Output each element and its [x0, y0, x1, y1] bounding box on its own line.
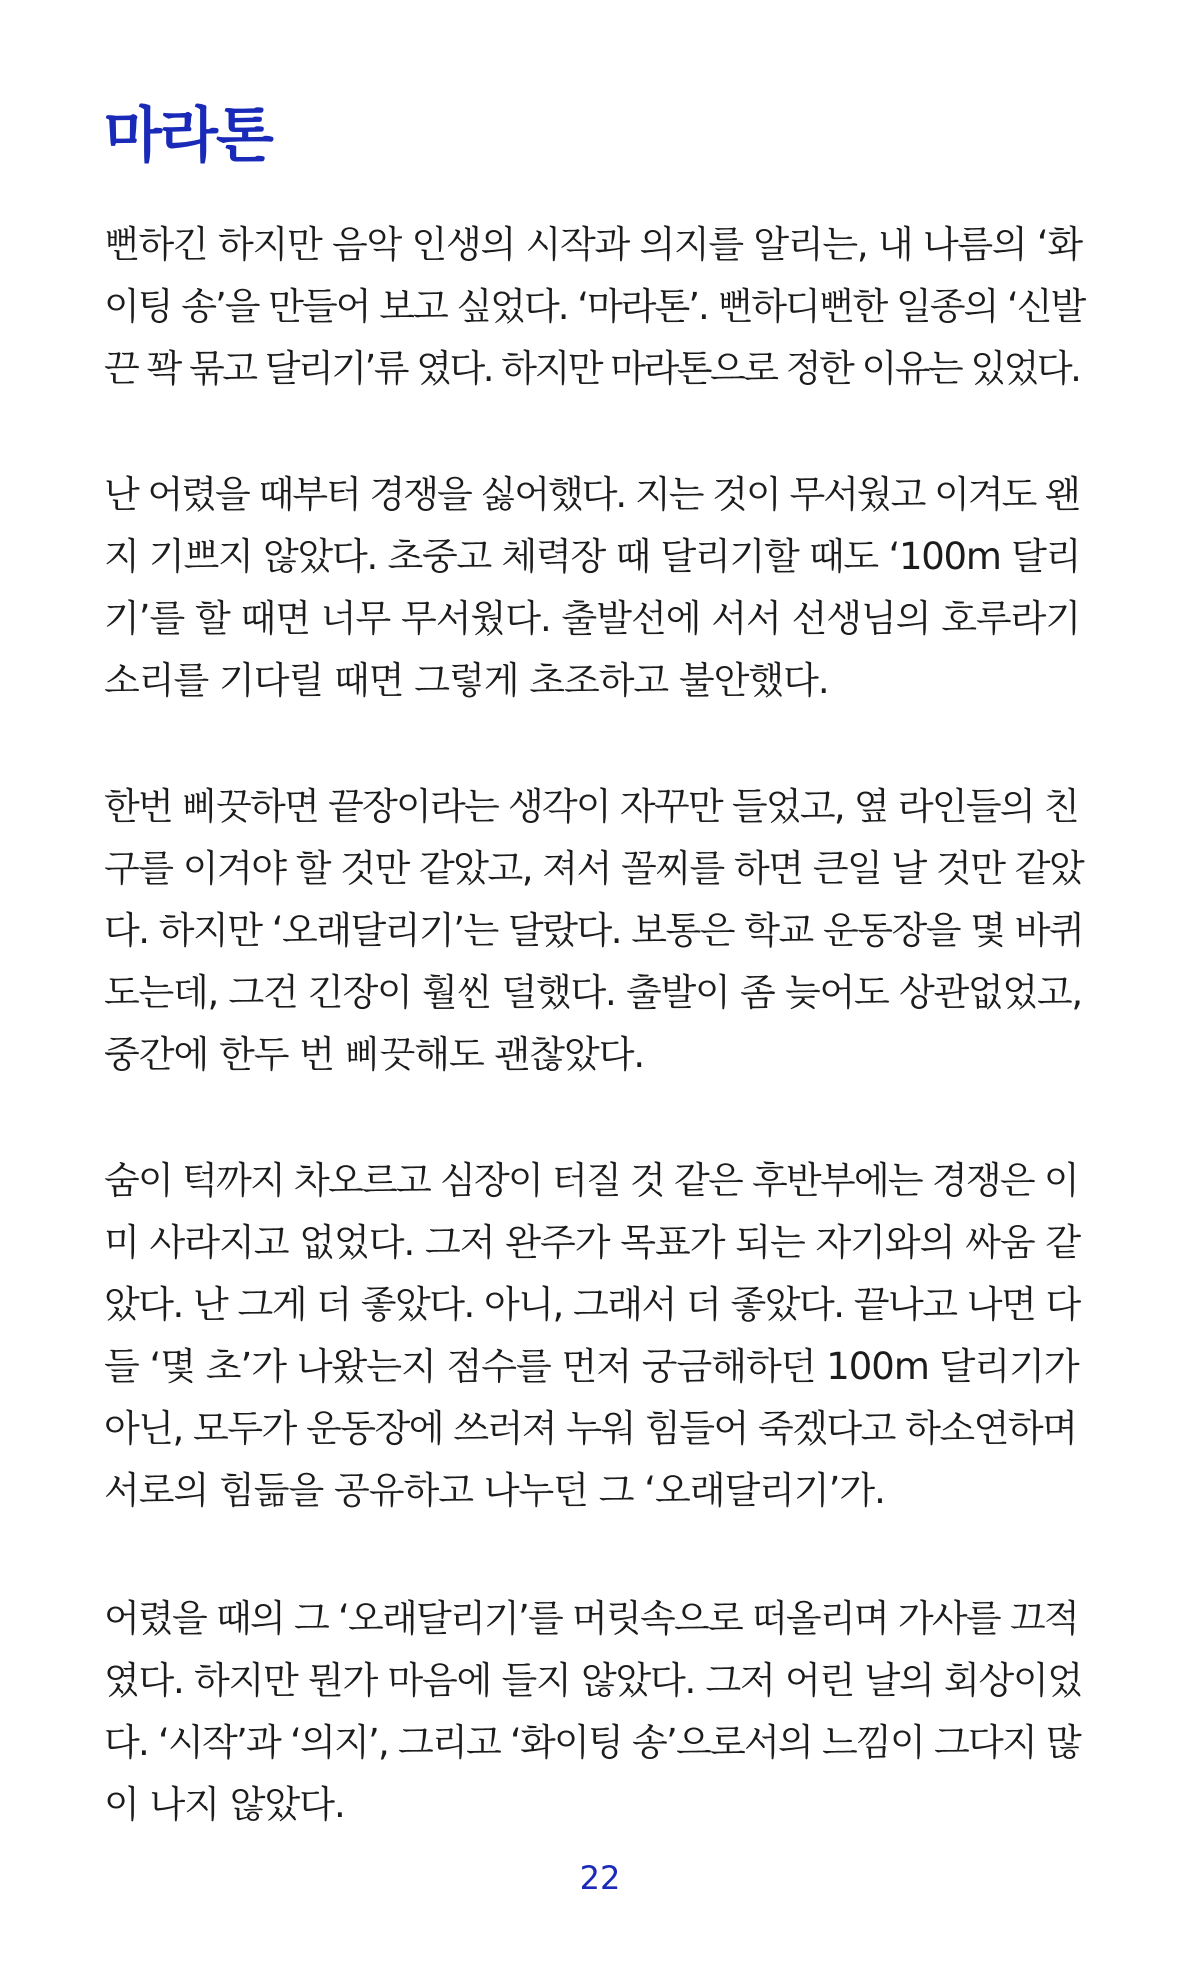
text-line: 지 기쁘지 않았다. 초중고 체력장 때 달리기할 때도 ‘100m 달리: [104, 535, 1081, 578]
text-line: 들 ‘몇 초’가 나왔는지 점수를 먼저 궁금해하던 100m 달리기가: [104, 1345, 1079, 1388]
text-line: 숨이 턱까지 차오르고 심장이 터질 것 같은 후반부에는 경쟁은 이: [104, 1159, 1078, 1202]
text-line: 끈 꽉 묶고 달리기’류 였다. 하지만 마라톤으로 정한 이유는 있었다.: [104, 347, 1080, 390]
text-line: 기’를 할 때면 너무 무서웠다. 출발선에 서서 선생님의 호루라기: [104, 597, 1081, 640]
text-line: 서로의 힘듦을 공유하고 나누던 그 ‘오래달리기’가.: [104, 1469, 885, 1512]
text-line: 이 나지 않았다.: [104, 1783, 345, 1826]
paragraph-1: [104, 214, 1084, 400]
text-line: 았다. 난 그게 더 좋았다. 아니, 그래서 더 좋았다. 끝나고 나면 다: [104, 1283, 1080, 1326]
paragraph-5: [104, 1588, 1084, 1836]
paragraph-3: [104, 776, 1084, 1086]
text-line: 어렸을 때의 그 ‘오래달리기’를 머릿속으로 떠올리며 가사를 끄적: [104, 1597, 1078, 1640]
text-line: 중간에 한두 번 삐끗해도 괜찮았다.: [104, 1033, 645, 1076]
page-title: 마라톤: [104, 101, 272, 171]
text-line: 구를 이겨야 할 것만 같았고, 져서 꼴찌를 하면 큰일 날 것만 같았: [104, 847, 1084, 890]
text-line: 뻔하긴 하지만 음악 인생의 시작과 의지를 알리는, 내 나름의 ‘화: [104, 223, 1082, 266]
text-line: 다. 하지만 ‘오래달리기’는 달랐다. 보통은 학교 운동장을 몇 바퀴: [104, 909, 1084, 952]
page-number: 22: [579, 1859, 621, 1897]
text-line: 난 어렸을 때부터 경쟁을 싫어했다. 지는 것이 무서웠고 이겨도 왠: [104, 473, 1079, 516]
text-line: 이팅 송’을 만들어 보고 싶었다. ‘마라톤’. 뻔하디뻔한 일종의 ‘신발: [104, 285, 1085, 328]
text-line: 였다. 하지만 뭔가 마음에 들지 않았다. 그저 어린 날의 회상이었: [104, 1659, 1082, 1702]
text-line: 한번 삐끗하면 끝장이라는 생각이 자꾸만 들었고, 옆 라인들의 친: [104, 785, 1078, 828]
text-line: 소리를 기다릴 때면 그렇게 초조하고 불안했다.: [104, 659, 829, 702]
text-line: 미 사라지고 없었다. 그저 완주가 목표가 되는 자기와의 싸움 같: [104, 1221, 1081, 1264]
text-line: 아닌, 모두가 운동장에 쓰러져 누워 힘들어 죽겠다고 하소연하며: [104, 1407, 1077, 1450]
text-line: 도는데, 그건 긴장이 훨씬 덜했다. 출발이 좀 늦어도 상관없었고,: [104, 971, 1082, 1014]
text-line: 다. ‘시작’과 ‘의지’, 그리고 ‘화이팅 송’으로서의 느낌이 그다지 많: [104, 1721, 1080, 1764]
paragraph-2: [104, 464, 1084, 712]
paragraph-4: [104, 1150, 1084, 1522]
